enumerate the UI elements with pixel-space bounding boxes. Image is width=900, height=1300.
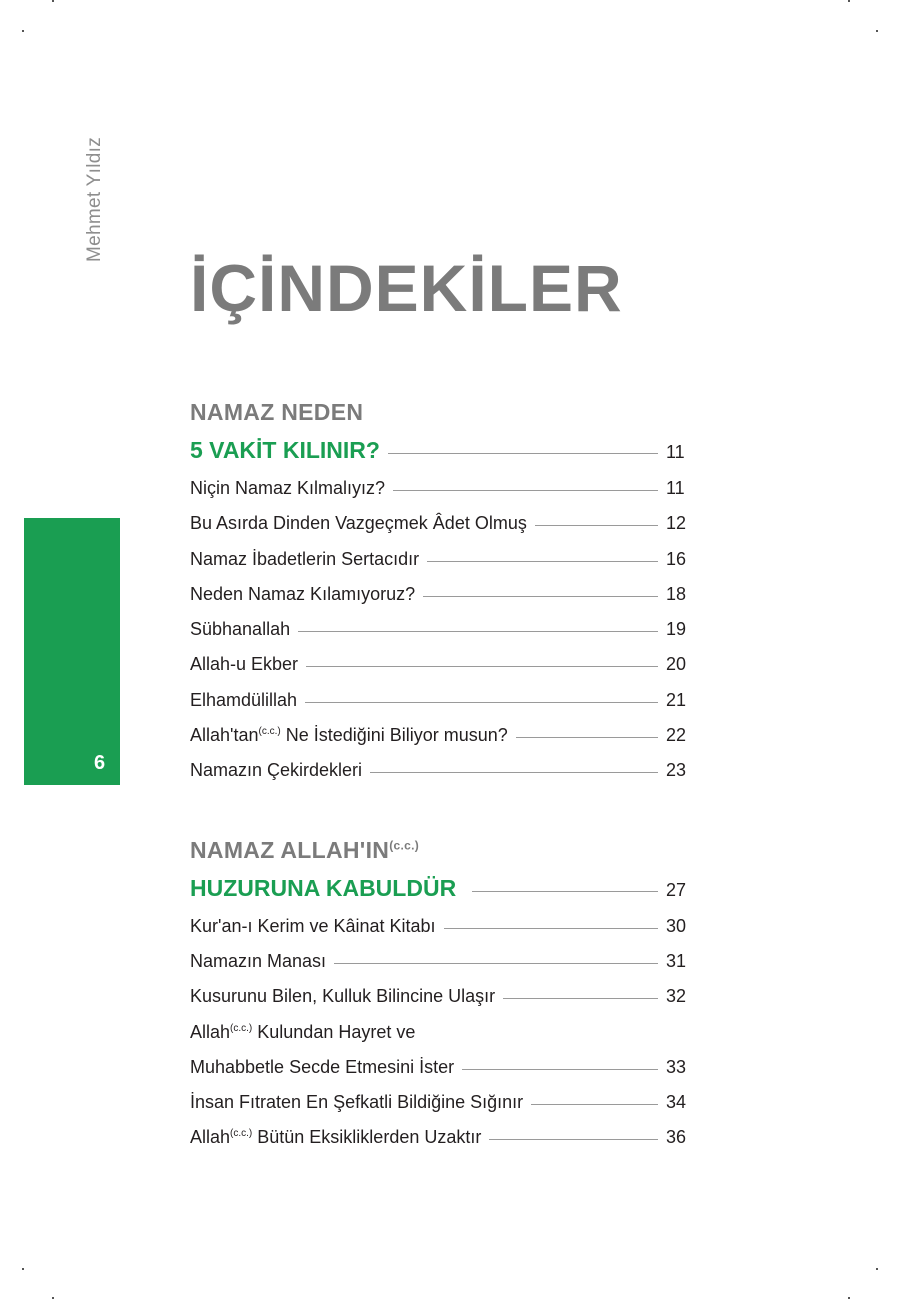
crop-mark [876,1268,878,1270]
dot-leader [535,525,658,526]
toc-entry[interactable] [190,979,690,1014]
toc-page-number: 34 [666,1092,687,1113]
toc-entry-label: Neden Namaz Kılamıyoruz? [190,583,416,604]
toc-entry-label: Sübhanallah [190,619,291,640]
toc-heading-label: 5 VAKİT KILINIR? [190,437,380,463]
toc-entry-label: Elhamdülillah [190,689,298,710]
dot-leader [388,453,658,454]
toc-entry[interactable] [190,612,690,647]
toc-entry-label: Allah$^{(c.c.)}$ Bütün Eksikliklerden Uzaktır [190,1127,482,1148]
toc-page-number: 27 [666,879,687,900]
toc-page-number: 11 [666,478,685,498]
honorific-superscript: (c.c.) [258,726,281,738]
dot-leader [423,596,658,597]
table-of-contents [190,396,690,1156]
toc-entry[interactable] [190,944,690,979]
page-number: 6 [94,752,106,774]
dot-leader [531,1104,658,1105]
dot-leader [334,963,658,964]
toc-entry-label: Bu Asırda Dinden Vazgeçmek Âdet Olmuş [190,513,527,534]
toc-entry-label: Kur'an-ı Kerim ve Kâinat Kitabı [190,915,436,936]
section-title: NAMAZ $ALLAH'IN^{(c.c.)}$ [190,836,419,863]
toc-page-number: 22 [666,725,687,746]
dot-leader [393,490,658,491]
crop-mark [848,0,850,2]
dot-leader [472,891,658,892]
toc-entry[interactable] [190,506,690,541]
crop-mark [848,1297,850,1299]
toc-page-number: 20 [666,654,687,675]
dot-leader [370,772,658,773]
section-title: NAMAZ NEDEN [190,399,364,425]
toc-entry-label: Namazın Manası [190,950,327,971]
toc-entry-label: $Allah'\tan^{(c.c.)}$ Ne İstediğini Biliyor musun? [190,725,508,746]
toc-entry-label: Allah-u Ekber [190,654,299,675]
toc-page-number: 18 [666,583,687,604]
dot-leader [427,561,658,562]
dot-leader [489,1139,658,1140]
author-name: Mehmet Yıldız [84,137,105,262]
toc-entry-label: Muhabbetle Secde Etmesini İster [190,1056,455,1077]
side-tab [24,518,120,785]
toc-page-number: 21 [666,689,687,710]
toc-entry-label: İnsan Fıtraten En Şefkatli Bildiğine Sığınır [190,1092,524,1113]
toc-heading[interactable] [190,867,690,909]
crop-mark [22,1268,24,1270]
toc-page-number: 19 [666,619,687,640]
section-gap [190,789,690,834]
dot-leader [306,666,658,667]
toc-entry[interactable] [190,542,690,577]
honorific-superscript: (c.c.) [389,838,419,853]
toc-entry[interactable] [190,753,690,788]
toc-page-number: 31 [666,950,687,971]
dot-leader [305,702,658,703]
dot-leader [516,737,658,738]
toc-entry[interactable] [190,1120,690,1155]
dot-leader [462,1069,658,1070]
toc-entry[interactable] [190,1085,690,1120]
toc-page-number: 33 [666,1056,687,1077]
toc-page-number: 16 [666,548,687,569]
toc-entry[interactable] [190,471,690,506]
toc-entry-label: Niçin Namaz Kılmalıyız? [190,478,386,498]
toc-page-number: 11 [666,442,685,462]
crop-mark [52,0,54,2]
honorific-superscript: (c.c.) [230,1022,253,1034]
toc-page-number: 12 [666,513,687,534]
honorific-superscript: (c.c.) [230,1128,253,1140]
toc-entry[interactable] [190,683,690,718]
toc-entry[interactable] [190,718,690,753]
toc-page-number: 23 [666,760,687,781]
crop-mark [52,1297,54,1299]
toc-entry-label: Kusurunu Bilen, Kulluk Bilincine Ulaşır [190,986,496,1007]
crop-mark [876,30,878,32]
toc-entry-label: Namazın Çekirdekleri [190,760,363,781]
page-title: İÇİNDEKİLER [190,251,623,325]
toc-entry[interactable] [190,1050,690,1085]
dot-leader [503,998,658,999]
dot-leader [444,928,658,929]
toc-page-number: 36 [666,1127,687,1148]
toc-entry[interactable] [190,909,690,944]
toc-heading[interactable] [190,429,690,471]
toc-heading-label: HUZURUNA KABULDÜR [190,874,457,901]
dot-leader [298,631,658,632]
toc-page-number: 30 [666,915,687,936]
toc-page-number: 32 [666,986,687,1007]
toc-entry-line1[interactable]: Allah$^{(c.c.)}$ Kulundan Hayret ve [190,1021,416,1042]
toc-entry[interactable] [190,647,690,682]
toc-entry[interactable] [190,577,690,612]
toc-entry-label: Namaz İbadetlerin Sertacıdır [190,548,420,569]
crop-mark [22,30,24,32]
